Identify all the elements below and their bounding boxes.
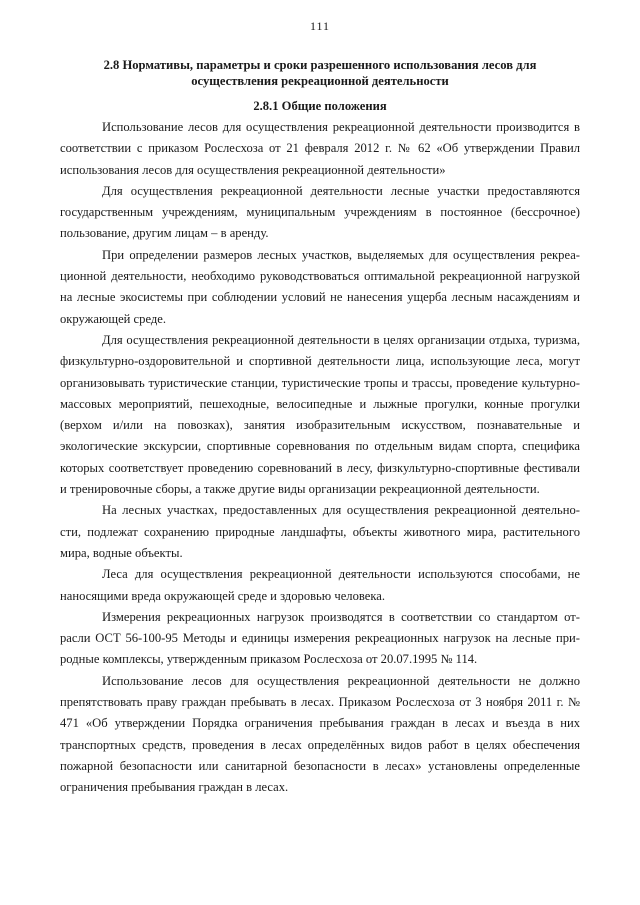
paragraph: На лесных участках, предоставленных для осуществления рекреационной деятельности, подлежат сохранению природные ландшафты, объекты животного мира, растительного мира, водные объекты.: [60, 503, 580, 560]
page-number: 111: [309, 19, 331, 33]
paragraph: Использование лесов для осуществления рекреационной деятельности не должно препятствовать праву граждан пребывать в лесах. Приказом Рослесхоза от 3 ноября 2011 г. № 471 «Об утверждении Порядка ограничения пребывания граждан в лесах и въезда в них транспортных средств, проведения в лесах определённых видов работ в целях обеспечения пожарной безопасности или санитарной безопасности в лесах» установлены определенные ограничения пребывания граждан в лесах.: [60, 673, 580, 795]
paragraph: Использование лесов для осуществления рекреационной деятельности производится в соответствии с приказом Рослесхоза от 21 февраля 2012 г. № 62 «Об утверждении Правил использования лесов для осуществления рекреационной деятельности»: [60, 120, 580, 177]
paragraph: При определении размеров лесных участков, выделяемых для осуществления рекреационной деятельности, необходимо руководствоваться оптимальной рекреационной нагрузкой на лесные экосистемы при соблюдении условий не нанесения ущерба лесным насаждениям и окружающей среде.: [60, 247, 580, 326]
paragraph: Леса для осуществления рекреационной деятельности используются способами, не наносящими вреда окружающей среде и здоровью человека.: [60, 567, 580, 603]
paragraph: Для осуществления рекреационной деятельности в целях организации отдыха, туризма, физкультурно-оздоровительной и спортивной деятельности лица, использующие леса, могут организовывать туристические станции, туристические тропы и трассы, проведение культурно-массовых мероприятий, пешеходные, велосипедные и лыжные прогулки, конные прогулки (верхом и/или на повозках), занятия изобразительным искусством, познавательные и экологические экскурсии, спортивные соревнования по отдельным видам спорта, специфика которых соответствует проведению соревнований в лесу, физкультурно-спортивные фестивали и тренировочные сборы, а также другие виды организации рекреационной деятельности.: [60, 332, 580, 497]
subsection-title: 2.8.1 Общие положения: [253, 99, 387, 113]
section-title: 2.8 Нормативы, параметры и сроки разрешенного использования лесов для осуществления рекреационной деятельности: [103, 58, 537, 88]
paragraph: Для осуществления рекреационной деятельности лесные участки предоставляются государственным учреждениям, муниципальным учреждениям в постоянное (бессрочное) пользование, другим лицам – в аренду.: [60, 183, 580, 241]
body-text: [60, 117, 580, 799]
paragraph: Измерения рекреационных нагрузок производятся в соответствии со стандартом отрасли ОСТ 56-100-95 Методы и единицы измерения рекреационных нагрузок на лесные природные комплексы, утвержденным приказом Рослесхоза от 20.07.1995 № 114.: [60, 609, 580, 667]
